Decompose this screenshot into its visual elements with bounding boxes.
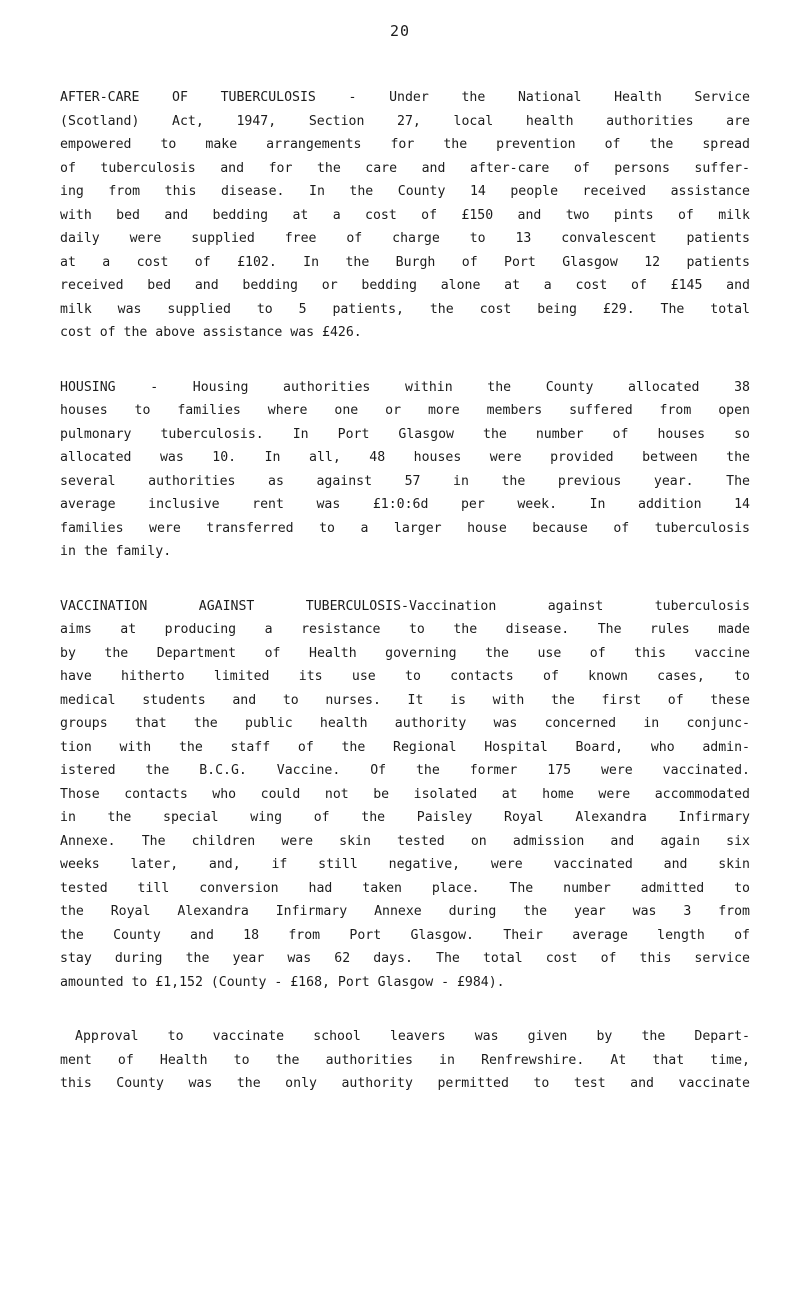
text-line: tested till conversion had taken place. The number admitted to <box>60 880 750 896</box>
text-line: ment of Health to the authorities in Renfrewshire. At that time, <box>60 1052 750 1068</box>
paragraph-housing <box>60 376 750 564</box>
text-line: HOUSING - Housing authorities within the County allocated 38 <box>60 379 750 395</box>
text-line: have hitherto limited its use to contacts of known cases, to <box>60 669 750 684</box>
document-body <box>60 86 750 1127</box>
text-line: medical students and to nurses. It is with the first of these <box>60 692 750 708</box>
text-line: families were transferred to a larger house because of tuberculosis <box>60 520 750 536</box>
text-line: of tuberculosis and for the care and after-care of persons suffer- <box>60 160 750 176</box>
text-line: Approval to vaccinate school leavers was given by the Depart- <box>75 1029 750 1044</box>
text-line: milk was supplied to 5 patients, the cost being £29. The total <box>60 301 750 317</box>
text-line: VACCINATION AGAINST TUBERCULOSIS-Vaccination against tuberculosis <box>60 598 750 614</box>
text-line: (Scotland) Act, 1947, Section 27, local health authorities are <box>60 113 750 129</box>
text-line: istered the B.C.G. Vaccine. Of the former 175 were vaccinated. <box>60 763 750 778</box>
text-line: stay during the year was 62 days. The total cost of this service <box>60 951 750 966</box>
text-line: aims at producing a resistance to the disease. The rules made <box>60 622 750 637</box>
text-line: Annexe. The children were skin tested on admission and again six <box>60 833 750 849</box>
text-line: weeks later, and, if still negative, were vaccinated and skin <box>60 857 750 872</box>
text-line: cost of the above assistance was £426. <box>60 325 362 340</box>
text-line: received bed and bedding or bedding alone at a cost of £145 and <box>60 278 750 293</box>
page-number: 20 <box>389 22 411 40</box>
text-line: tion with the staff of the Regional Hospital Board, who admin- <box>60 739 750 755</box>
text-line: Those contacts who could not be isolated at home were accommodated <box>60 786 750 802</box>
text-line: by the Department of Health governing the use of this vaccine <box>60 645 750 661</box>
text-line: ing from this disease. In the County 14 people received assistance <box>60 184 750 199</box>
text-line: AFTER-CARE OF TUBERCULOSIS - Under the National Health Service <box>60 90 750 105</box>
text-line: houses to families where one or more members suffered from open <box>60 403 750 418</box>
text-line: in the special wing of the Paisley Royal Alexandra Infirmary <box>60 810 750 825</box>
text-line: pulmonary tuberculosis. In Port Glasgow the number of houses so <box>60 426 750 442</box>
text-line: empowered to make arrangements for the prevention of the spread <box>60 137 750 152</box>
text-line: several authorities as against 57 in the previous year. The <box>60 473 750 489</box>
text-line: in the family. <box>60 544 172 559</box>
text-line: allocated was 10. In all, 48 houses were provided between the <box>60 450 750 465</box>
paragraph-vaccination <box>60 595 750 995</box>
text-line: daily were supplied free of charge to 13 convalescent patients <box>60 231 750 246</box>
paragraph-school-leavers <box>60 1025 750 1096</box>
text-line: this County was the only authority permitted to test and vaccinate <box>60 1076 750 1091</box>
text-line: with bed and bedding at a cost of £150 and two pints of milk <box>60 207 750 223</box>
text-line: the County and 18 from Port Glasgow. Their average length of <box>60 927 750 943</box>
text-line: the Royal Alexandra Infirmary Annexe during the year was 3 from <box>60 904 750 919</box>
text-line: average inclusive rent was £1:0:6d per week. In addition 14 <box>60 497 750 512</box>
text-line: amounted to £1,152 (County - £168, Port Glasgow - £984). <box>60 974 505 990</box>
paragraph-after-care <box>60 86 750 345</box>
text-line: at a cost of £102. In the Burgh of Port Glasgow 12 patients <box>60 254 750 270</box>
text-line: groups that the public health authority was concerned in conjunc- <box>60 716 750 731</box>
